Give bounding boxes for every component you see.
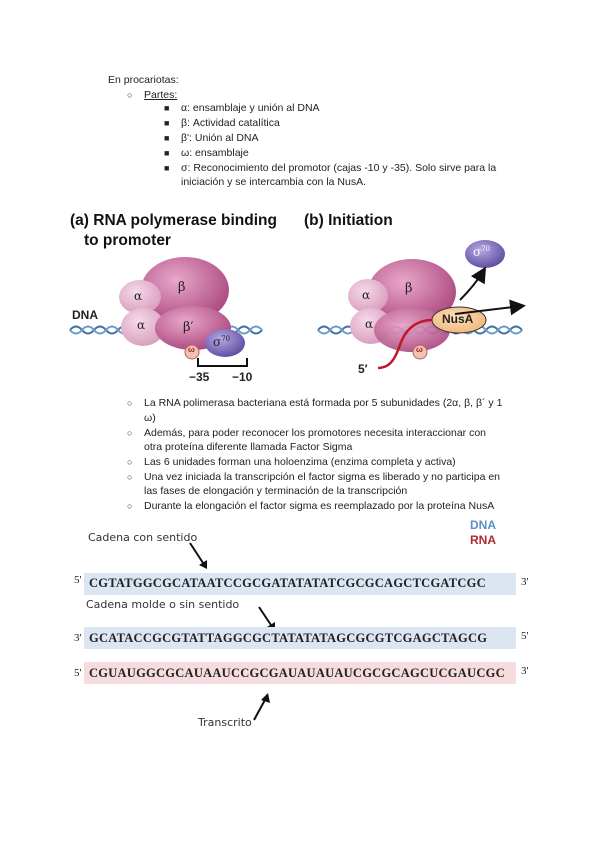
alpha-label-b1: α	[362, 288, 371, 302]
square-bullet-icon: ■	[164, 148, 170, 158]
note-bullet: ○	[127, 501, 133, 511]
sense-sequence: CGTATGGCGCATAATCCGCGATATATATCGCGCAGCTCGATCGC	[89, 576, 486, 590]
figure-title-a-line2: to promoter	[84, 232, 171, 249]
note-bullet: ○	[127, 457, 133, 467]
dna-label: DNA	[72, 308, 98, 322]
figure-title-b: (b) Initiation	[304, 212, 393, 229]
part-beta: β: Actividad catalítica	[181, 117, 280, 129]
rna-sequence: CGUAUGGCGCAUAAUCCGCGAUAUAUAUCGCGCAGCUCGAUCGC	[89, 666, 505, 680]
alpha-label-b2: α	[365, 317, 374, 331]
transcript-label: Transcrito	[198, 716, 252, 729]
alpha-label-a2: α	[137, 318, 146, 332]
parts-label: Partes:	[144, 89, 178, 101]
rna-left-end: 5'	[74, 667, 82, 679]
box-35-label: −35	[189, 370, 210, 384]
box-10-label: −10	[232, 370, 253, 384]
part-sigma: σ: Reconocimiento del promotor (cajas -10 y -35). Solo sirve para la	[181, 162, 497, 174]
note-1-cont: ω)	[144, 412, 156, 424]
sigma-label-b: $\sigma^{70}$	[473, 245, 491, 259]
part-beta-prime: β': Unión al DNA	[181, 132, 259, 144]
square-bullet-icon: ■	[164, 103, 170, 113]
legend-rna: RNA	[470, 533, 496, 547]
note-1: La RNA polimerasa bacteriana está formada por 5 subunidades (2α, β, β´ y 1	[144, 397, 503, 409]
sense-right-end: 3'	[521, 576, 529, 588]
rna-right-end: 3'	[521, 665, 529, 677]
nusa-label: NusA	[442, 312, 474, 326]
beta-label-b: β	[405, 281, 413, 296]
legend-dna: DNA	[470, 518, 496, 532]
note-3: Las 6 unidades forman una holoenzima (enzima completa y activa)	[144, 456, 456, 468]
template-sequence: GCATACCGCGTATTAGGCGCTATATATAGCGCGTCGAGCTAGCG	[89, 631, 488, 645]
omega-label-b: ω	[416, 345, 423, 354]
five-prime-label: 5′	[358, 362, 368, 376]
sense-left-end: 5'	[74, 574, 82, 586]
promoter-bracket	[198, 358, 247, 366]
part-sigma-cont: iniciación y se intercambia con la NusA.	[181, 176, 367, 188]
parts-bullet: ○	[127, 90, 133, 100]
sense-arrow-icon	[185, 540, 215, 572]
beta-label-a: β	[178, 280, 186, 295]
alpha-label-a1: α	[134, 289, 143, 303]
note-bullet: ○	[127, 428, 133, 438]
template-strand-label: Cadena molde o sin sentido	[86, 598, 240, 611]
square-bullet-icon: ■	[164, 133, 170, 143]
template-left-end: 3'	[74, 632, 82, 644]
template-right-end: 5'	[521, 630, 529, 642]
square-bullet-icon: ■	[164, 163, 170, 173]
part-omega: ω: ensamblaje	[181, 147, 249, 159]
note-2-cont: otra proteína diferente llamada Factor Sigma	[144, 441, 353, 453]
rna-polymerase-figure	[0, 0, 600, 400]
note-bullet: ○	[127, 472, 133, 482]
figure-title-a: (a) RNA polymerase binding	[70, 212, 277, 229]
beta-prime-label-a: β′	[183, 320, 194, 335]
note-4-cont: las fases de elongación y terminación de la transcripción	[144, 485, 408, 497]
note-2: Además, para poder reconocer los promotores necesita interaccionar con	[144, 427, 487, 439]
sense-strand-label: Cadena con sentido	[88, 531, 198, 544]
note-5: Durante la elongación el factor sigma es reemplazado por la proteína NusA	[144, 500, 495, 512]
note-bullet: ○	[127, 398, 133, 408]
sigma-release-arrow	[460, 270, 484, 300]
omega-label-a: ω	[188, 345, 195, 354]
sigma-label-a: $\sigma^{70}$	[213, 335, 231, 349]
part-alpha: α: ensamblaje y unión al DNA	[181, 102, 320, 114]
square-bullet-icon: ■	[164, 118, 170, 128]
intro-heading: En procariotas:	[108, 74, 179, 86]
note-4: Una vez iniciada la transcripción el factor sigma es liberado y no participa en	[144, 471, 501, 483]
